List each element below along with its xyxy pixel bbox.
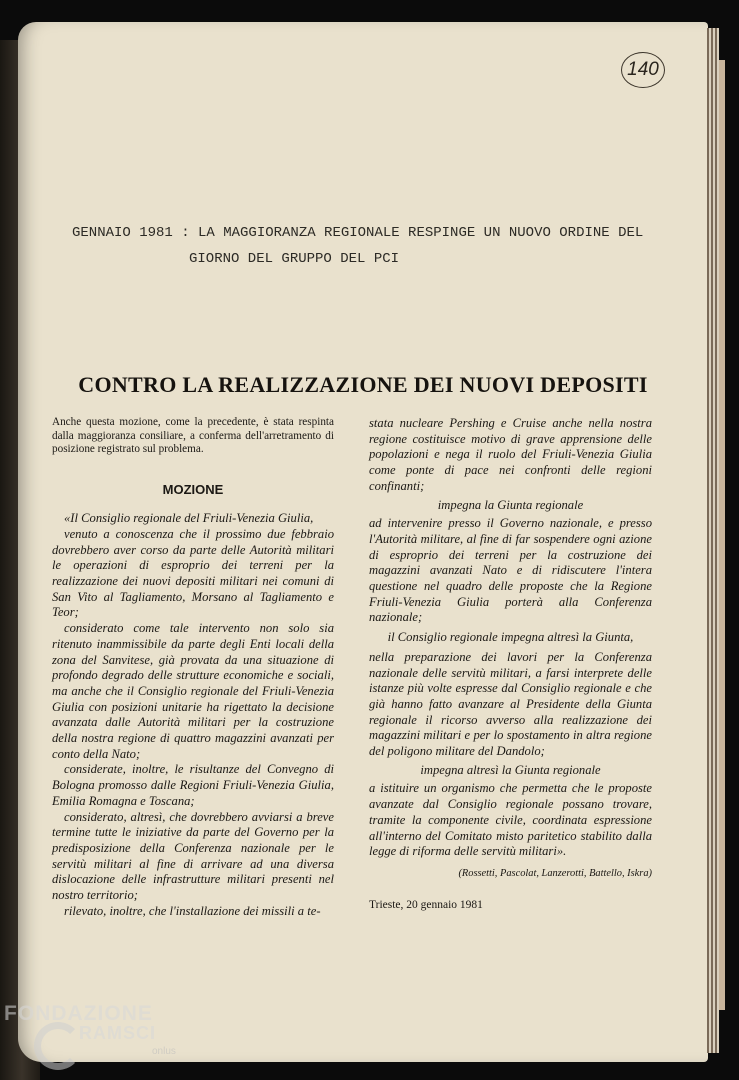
motion-paragraph: «Il Consiglio regionale del Friuli-Venezia Giulia,: [64, 511, 314, 526]
motion-paragraph: rilevato, inoltre, che l'installazione dei missili a te-: [64, 903, 321, 918]
motion-paragraph: considerate, inoltre, le risultanze del Convegno di Bologna promosso dalle Regioni Friuli-Venezia Giulia, Emilia Romagna e Toscana;: [52, 762, 334, 808]
signatories: (Rossetti, Pascolat, Lanzerotti, Battello, Iskra): [458, 867, 652, 879]
right-column: [369, 416, 652, 913]
watermark-line-1: FONDAZIONE: [4, 1002, 153, 1025]
motion-paragraph: venuto a conoscenza che il prossimo due febbraio dovrebbero aver corso da parte delle Autorità militari le operazioni di esproprio dei terreni per la realizzazione dei nuovi depositi militari nei comuni di San Vito al Tagliamento, Morsano al Tagliamento e Teor;: [52, 526, 334, 620]
header-line-2: GIORNO DEL GRUPPO DEL PCI: [189, 251, 400, 267]
left-column: [52, 416, 334, 919]
article-title: CONTRO LA REALIZZAZIONE DEI NUOVI DEPOSITI: [78, 372, 648, 397]
watermark-line-2: RAMSCI: [79, 1023, 156, 1043]
resolution-heading: il Consiglio regionale impegna altresì la Giunta,: [387, 630, 634, 645]
typed-header: [72, 220, 643, 272]
intro-paragraph: Anche questa mozione, come la precedente, è stata respinta dalla maggioranza consiliare, a conferma dell'arretramento di posizione registrato sul problema.: [52, 416, 334, 455]
section-heading: MOZIONE: [162, 481, 224, 497]
page-edge-shadow: [719, 60, 725, 1010]
page-number: 140: [621, 52, 665, 88]
header-line-1: GENNAIO 1981 : LA MAGGIORANZA REGIONALE RESPINGE UN NUOVO ORDINE DEL: [72, 225, 644, 241]
watermark-line-3: onlus: [152, 1046, 176, 1057]
motion-paragraph: stata nucleare Pershing e Cruise anche nella nostra regione costituisce motivo di grave apprensione delle popolazioni e nega il ruolo del Friuli-Venezia Giulia come ponte di pace nei confronti delle regioni confinanti;: [369, 416, 652, 493]
page-edges: [707, 28, 719, 1053]
resolution-heading: impegna altresì la Giunta regionale: [420, 762, 601, 777]
motion-paragraph: considerato, altresì, che dovrebbero avviarsi a breve termine tutte le iniziative da parte del Governo per la predisposizione della Conferenza nazionale per le servitù militari al fine di arrivare ad una diversa dislocazione delle infrastrutture militari presenti nel nostro territorio;: [52, 809, 334, 903]
resolution-heading: impegna la Giunta regionale: [437, 497, 584, 512]
gramsci-g-logo-icon: [34, 1022, 82, 1070]
fondazione-gramsci-watermark: [4, 998, 184, 1073]
motion-paragraph: a istituire un organismo che permetta che le proposte avanzate dal Consiglio regionale possano trovare, tramite la componente civile, coordinata espressione all'interno del Comitato misto paritetico stabilito dalla legge di riforma delle servitù militari».: [369, 781, 652, 859]
motion-paragraph: nella preparazione dei lavori per la Conferenza nazionale delle servitù militari, a farsi interprete delle istanze più volte espresse dal Consiglio regionale e che già hanno fatto avanzare al Presidente della Giunta regionale il ricorso avverso alla realizzazione dei magazzini militari e per lo spostamento in altra regione del poligono militare del Dandolo;: [369, 649, 652, 759]
date-line: Trieste, 20 gennaio 1981: [369, 898, 483, 911]
motion-paragraph: ad intervenire presso il Governo nazionale, e presso l'Autorità militare, al fine di far sospendere ogni azione di esproprio dei terreni per la costruzione dei magazzini avanzati Nato e di ridiscutere l'intera questione nel quadro delle proposte che la Regione Friuli-Venezia Giulia porterà alla Conferenza nazionale;: [369, 516, 652, 625]
motion-paragraph: considerato come tale intervento non solo sia ritenuto inammissibile da parte degli Enti locali della zona del Sanvitese, già provata da una situazione di profondo degrado delle strutture economiche e sociali, ma anche che il Consiglio regionale del Friuli-Venezia Giulia con posizioni unitarie ha rigettato la decisione avanzata dalle Autorità militari per la costruzione della nostra regione di quattro magazzini avanzati per conto della Nato;: [52, 621, 334, 761]
